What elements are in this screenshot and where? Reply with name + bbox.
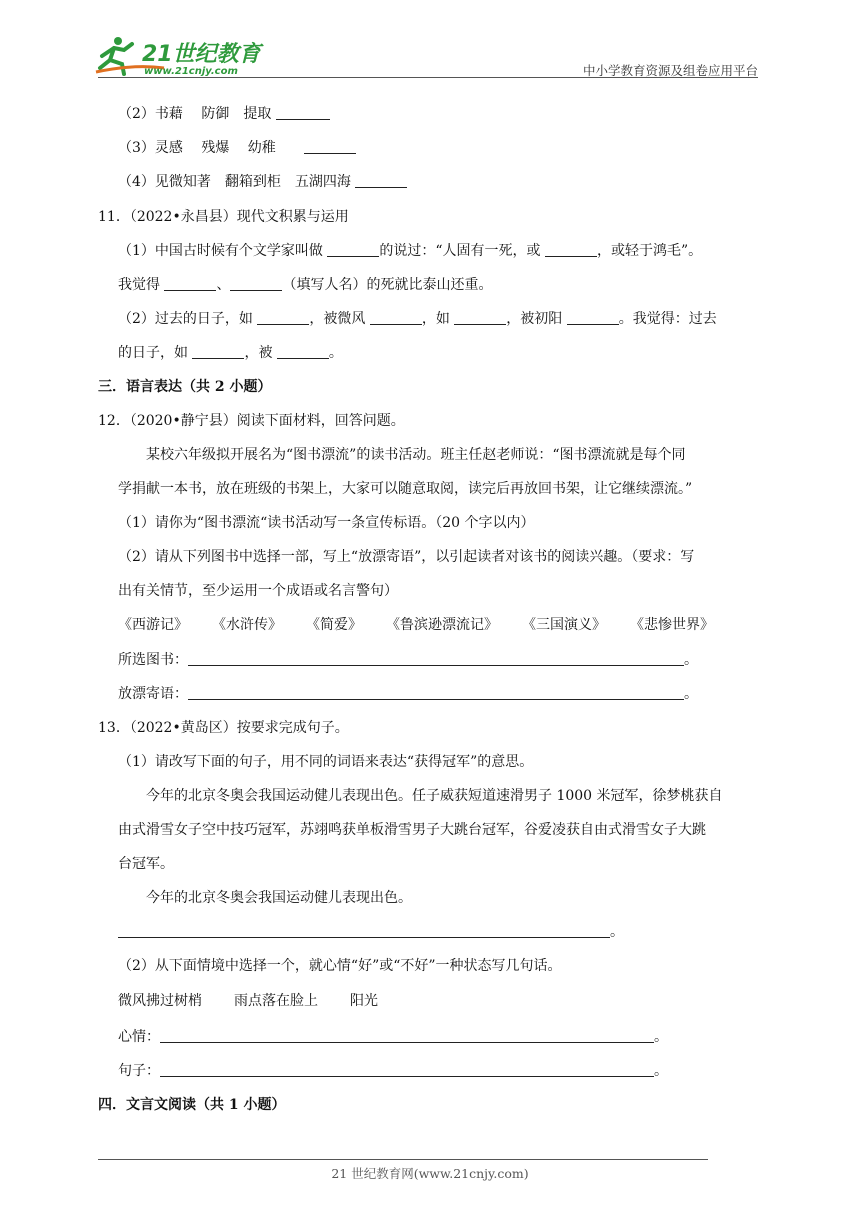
header-divider (98, 77, 758, 78)
answer-blank[interactable] (370, 310, 422, 325)
footer-divider (98, 1159, 708, 1160)
sentence-row: 句子： 。 (118, 1063, 668, 1079)
book-item: 《西游记》 (118, 617, 188, 633)
footer-text: 21 世纪教育网(www.21cnjy.com) (331, 1166, 529, 1181)
q10-item-4: （4）见微知著 翻箱到柜 五湖四海 (118, 172, 407, 192)
platform-name: 中小学教育资源及组卷应用平台 (582, 63, 758, 78)
q13-rewrite-row: 。 (118, 922, 624, 942)
answer-blank[interactable] (304, 139, 356, 154)
svg-text:21世纪教育: 21世纪教育 (142, 42, 261, 67)
q12-passage-line-1: 某校六年级拟开展名为“图书漂流”的读书活动。班主任赵老师说：“图书漂流就是每个同 (146, 447, 686, 463)
answer-blank[interactable] (192, 344, 244, 359)
q12-part-2: （2）请从下列图书中选择一部，写上“放漂寄语”，以引起读者对该书的阅读兴趣。（要求：写 (118, 549, 695, 565)
answer-blank[interactable] (276, 105, 330, 120)
q11-part-2-cont: 的日子，如 ，被 。 (118, 345, 343, 361)
float-message-field[interactable] (188, 685, 684, 700)
answer-blank[interactable] (164, 276, 216, 291)
book-item: 《水浒传》 (212, 617, 282, 633)
sentence-field[interactable] (160, 1062, 654, 1077)
q10-item-3: （3）灵感 残爆 幼稚 (118, 138, 356, 158)
q12-part-1: （1）请你为“图书漂流“读书活动写一条宣传标语。（20 个字以内） (118, 515, 535, 531)
scene-item: 阳光 (350, 993, 378, 1009)
book-item: 《三国演义》 (522, 617, 606, 633)
mood-field[interactable] (160, 1028, 654, 1043)
q12-title: 12．（2020•静宁县）阅读下面材料，回答问题。 (98, 413, 405, 429)
q13-passage-line-2: 由式滑雪女子空中技巧冠军，苏翊鸣获单板滑雪男子大跳台冠军，谷爱凌获自由式滑雪女子大跳 (118, 822, 706, 838)
q13-passage-line-4: 今年的北京冬奥会我国运动健儿表现出色。 (146, 890, 412, 906)
q10-item-2: （2）书藉 防御 提取 (118, 104, 330, 124)
q11-title: 11．（2022•永昌县）现代文积累与运用 (98, 209, 349, 225)
book-item: 《鲁滨逊漂流记》 (386, 617, 498, 633)
section-3-heading: 三．语言表达（共 2 小题） (98, 379, 272, 395)
q13-part-2: （2）从下面情境中选择一个，就心情“好”或“不好”一种状态写几句话。 (118, 958, 562, 974)
book-item: 《悲惨世界》 (630, 617, 714, 633)
scene-item: 雨点落在脸上 (234, 993, 318, 1009)
scene-list (118, 991, 378, 1011)
book-item: 《简爱》 (306, 617, 362, 633)
book-list (118, 615, 714, 635)
q13-title: 13．（2022•黄岛区）按要求完成句子。 (98, 720, 349, 736)
rewrite-answer-field[interactable] (118, 923, 610, 938)
answer-blank[interactable] (567, 310, 619, 325)
mood-row: 心情： 。 (118, 1029, 668, 1045)
answer-blank[interactable] (355, 173, 407, 188)
selected-book-row: 所选图书： 。 (118, 652, 698, 668)
page-header (0, 0, 860, 80)
answer-blank[interactable] (327, 242, 379, 257)
q11-part-2: （2）过去的日子，如 ，被微风 ，如 ，被初阳 。我觉得：过去 (118, 311, 717, 327)
scene-item: 微风拂过树梢 (118, 993, 202, 1009)
float-message-row: 放漂寄语： 。 (118, 686, 698, 702)
svg-text:www.21cnjy.com: www.21cnjy.com (144, 66, 238, 77)
q13-passage-line-3: 台冠军。 (118, 856, 174, 872)
selected-book-field[interactable] (188, 651, 684, 666)
answer-blank[interactable] (257, 310, 309, 325)
site-logo (94, 34, 274, 78)
q11-part-1: （1）中国古时候有个文学家叫做 的说过：“人固有一死，或 ，或轻于鸿毛”。 (118, 243, 703, 259)
q12-passage-line-2: 学捐献一本书，放在班级的书架上，大家可以随意取阅，读完后再放回书架，让它继续漂流。” (118, 481, 693, 497)
answer-blank[interactable] (454, 310, 506, 325)
answer-blank[interactable] (277, 344, 329, 359)
q13-passage-line-1: 今年的北京冬奥会我国运动健儿表现出色。任子威获短道速滑男子 1000 米冠军，徐梦桃获自 (146, 788, 723, 804)
q12-part-2-cont: 出有关情节，至少运用一个成语或名言警句） (118, 583, 398, 599)
section-4-heading: 四．文言文阅读（共 1 小题） (98, 1097, 286, 1113)
answer-blank[interactable] (545, 242, 597, 257)
answer-blank[interactable] (230, 276, 282, 291)
q11-part-1-cont: 我觉得 、 （填写人名）的死就比泰山还重。 (118, 277, 493, 293)
q13-part-1: （1）请改写下面的句子，用不同的词语来表达“获得冠军”的意思。 (118, 754, 534, 770)
